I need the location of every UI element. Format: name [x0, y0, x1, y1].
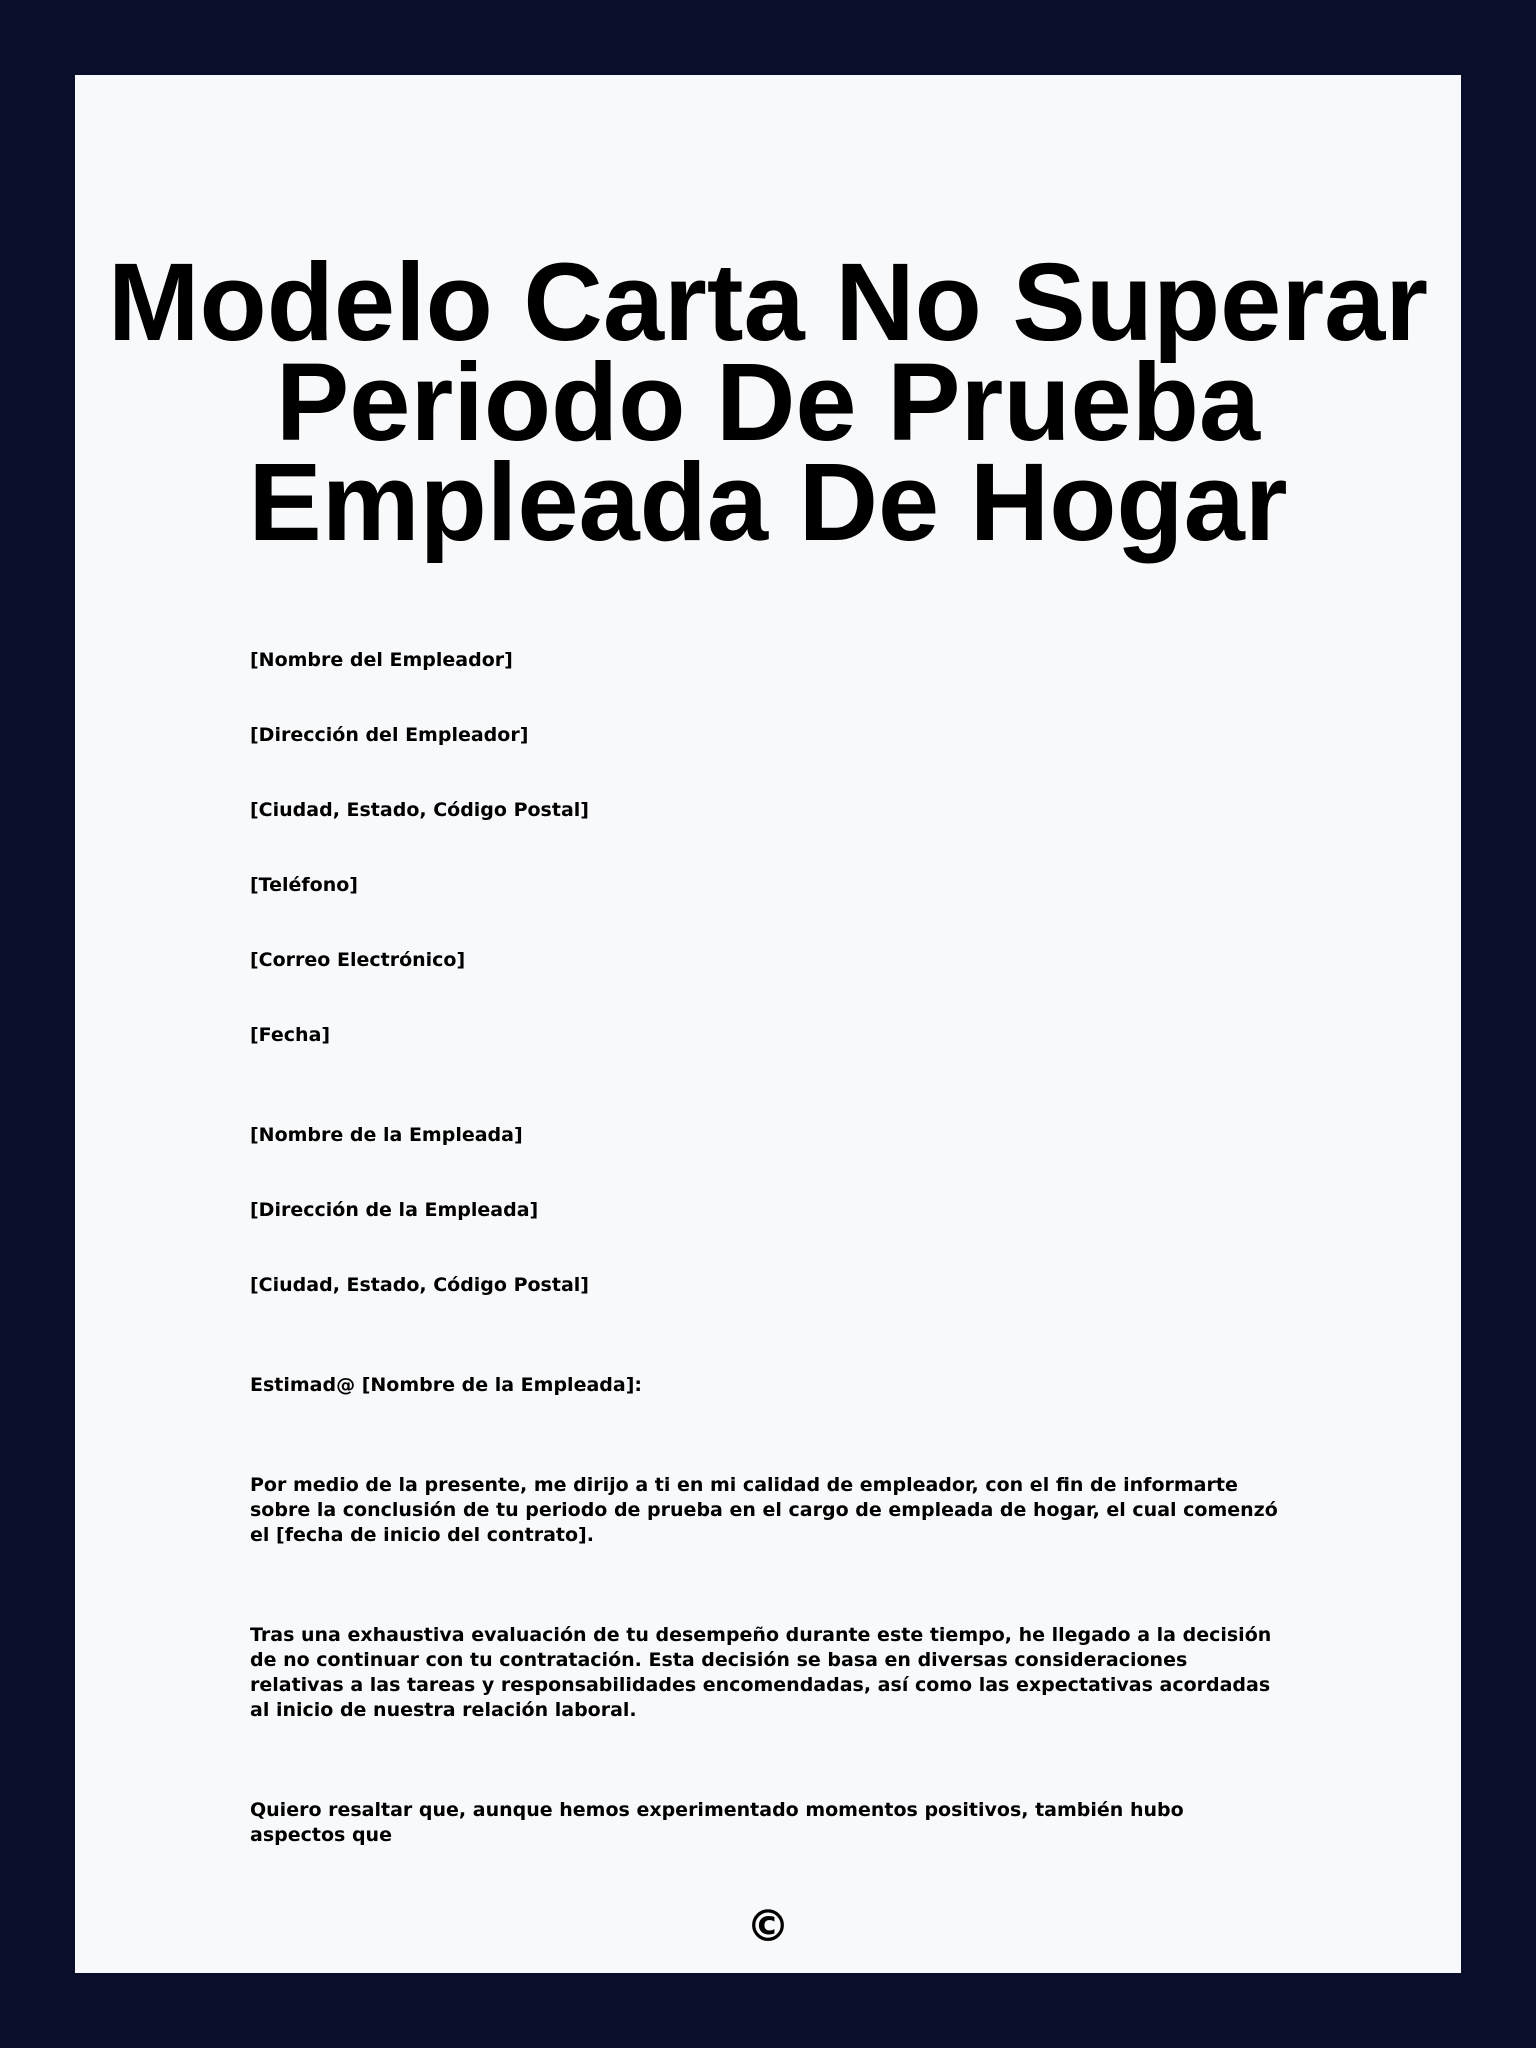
sender-address: [Dirección del Empleador]: [250, 724, 529, 746]
body-paragraph: Quiero resaltar que, aunque hemos experimentado momentos positivos, también hubo aspectos que: [250, 1799, 1184, 1846]
recipient-city: [Ciudad, Estado, Código Postal]: [250, 1274, 589, 1296]
document-title: Modelo Carta No Superar Periodo De Prueba Empleada De Hogar: [107, 241, 1429, 564]
sender-email: [Correo Electrónico]: [250, 949, 466, 971]
recipient-address: [Dirección de la Empleada]: [250, 1199, 539, 1221]
greeting: Estimad@ [Nombre de la Empleada]:: [250, 1374, 642, 1396]
copyright-icon: ©: [746, 1901, 790, 1952]
letter-date: [Fecha]: [250, 1024, 331, 1046]
body-paragraph: Tras una exhaustiva evaluación de tu desempeño durante este tiempo, he llegado a la decisión de no continuar con tu contratación. Esta decisión se basa en diversas consideraciones relativas a las tareas y responsabilidades encomendadas, así como las expectativas acordadas al inicio de nuestra relación laboral.: [250, 1624, 1272, 1721]
sender-name: [Nombre del Empleador]: [250, 649, 513, 671]
document-page: [75, 75, 1461, 1973]
sender-phone: [Teléfono]: [250, 874, 358, 896]
sender-city: [Ciudad, Estado, Código Postal]: [250, 799, 589, 821]
recipient-name: [Nombre de la Empleada]: [250, 1124, 523, 1146]
body-paragraph: Por medio de la presente, me dirijo a ti en mi calidad de empleador, con el fin de informarte sobre la conclusión de tu periodo de prueba en el cargo de empleada de hogar, el cual comenzó el [fecha de inicio del contrato].: [250, 1474, 1278, 1546]
